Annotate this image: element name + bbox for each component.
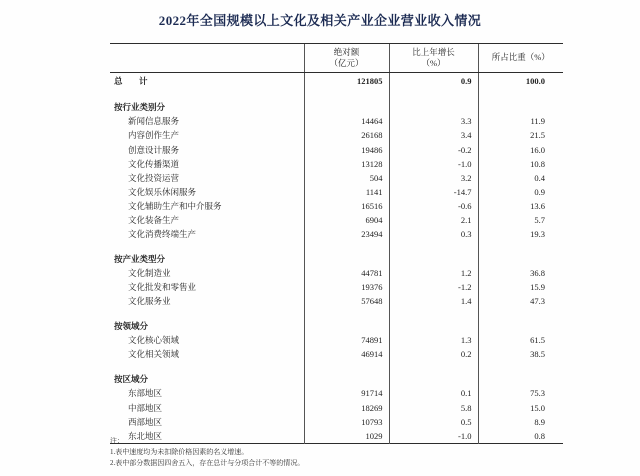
spacer-cell xyxy=(478,361,563,368)
row-growth-value: -14.7 xyxy=(389,185,478,199)
row-growth-value: 0.2 xyxy=(389,347,478,361)
row-share-value: 15.0 xyxy=(530,402,545,413)
column-header-label xyxy=(110,44,304,73)
row-growth-value: 0.5 xyxy=(389,415,478,429)
row-share-value xyxy=(478,368,563,386)
spacer-cell xyxy=(304,241,389,248)
row-absolute-value: 16516 xyxy=(304,199,389,213)
row-share-value: 19.3 xyxy=(530,228,545,239)
table-spacer-row xyxy=(110,89,563,96)
row-absolute-value: 74891 xyxy=(304,333,389,347)
row-growth-value: 1.4 xyxy=(389,294,478,308)
row-absolute-value: 44781 xyxy=(304,266,389,280)
spacer-cell xyxy=(304,89,389,96)
row-absolute-value xyxy=(304,368,389,386)
table-row xyxy=(110,415,563,429)
page-title: 2022年全国规模以上文化及相关产业企业营业收入情况 xyxy=(158,13,482,28)
row-share-value: 0.4 xyxy=(534,172,545,183)
row-growth-value xyxy=(389,315,478,333)
spacer-cell xyxy=(389,241,478,248)
row-label: 文化核心领域 xyxy=(110,333,304,347)
row-growth-value xyxy=(389,248,478,266)
row-absolute-value: 46914 xyxy=(304,347,389,361)
table-section-header xyxy=(110,248,563,266)
spacer-cell xyxy=(478,308,563,315)
row-growth-value: 0.3 xyxy=(389,227,478,241)
row-share-value: 8.9 xyxy=(534,416,545,427)
row-label: 文化消费终端生产 xyxy=(110,227,304,241)
footnotes-heading: 注： xyxy=(110,437,124,445)
total-row-label: 总 计 xyxy=(110,73,304,90)
row-label: 文化辅助生产和中介服务 xyxy=(110,199,304,213)
row-growth-value: 3.4 xyxy=(389,128,478,142)
row-share-value: 10.8 xyxy=(530,158,545,169)
row-share-value: 15.9 xyxy=(530,282,545,293)
row-share-value xyxy=(478,96,563,114)
row-label: 文化投资运营 xyxy=(110,171,304,185)
table-body xyxy=(110,73,563,444)
row-label: 文化制造业 xyxy=(110,266,304,280)
row-absolute-value: 19376 xyxy=(304,280,389,294)
spacer-cell xyxy=(110,241,304,248)
row-growth-value: -0.6 xyxy=(389,199,478,213)
column-header-share: 所占比重（%） xyxy=(478,44,563,73)
row-growth-value xyxy=(389,368,478,386)
row-absolute-value: 121805 xyxy=(304,73,389,90)
row-label: 东部地区 xyxy=(110,386,304,400)
row-growth-value: -0.2 xyxy=(389,143,478,157)
row-share-value: 36.8 xyxy=(530,268,545,278)
table-row xyxy=(110,185,563,199)
spacer-cell xyxy=(304,361,389,368)
row-label: 创意设计服务 xyxy=(110,143,304,157)
row-growth-value: 1.3 xyxy=(389,333,478,347)
column-header-absolute xyxy=(304,44,389,73)
spacer-cell xyxy=(110,308,304,315)
row-share-value: 38.5 xyxy=(530,349,545,360)
table-section-header xyxy=(110,368,563,386)
row-label: 文化相关领域 xyxy=(110,347,304,361)
table-row xyxy=(110,347,563,361)
row-label: 文化娱乐休闲服务 xyxy=(110,185,304,199)
row-absolute-value: 18269 xyxy=(304,401,389,415)
spacer-cell xyxy=(110,361,304,368)
row-absolute-value: 6904 xyxy=(304,213,389,227)
row-label: 文化服务业 xyxy=(110,294,304,308)
spacer-cell xyxy=(389,308,478,315)
row-share-value: 11.9 xyxy=(530,116,545,127)
footnote-line-2: 2.表中部分数据因四舍五入，存在总计与分项合计不等的情况。 xyxy=(110,458,305,467)
row-absolute-value: 23494 xyxy=(304,227,389,241)
table-row xyxy=(110,280,563,294)
table-spacer-row xyxy=(110,241,563,248)
table-row xyxy=(110,143,563,157)
row-growth-value: 0.1 xyxy=(389,386,478,400)
row-absolute-value: 1029 xyxy=(304,429,389,444)
row-absolute-value xyxy=(304,248,389,266)
table-row xyxy=(110,227,563,241)
row-absolute-value: 26168 xyxy=(304,128,389,142)
row-growth-value: -1.2 xyxy=(389,280,478,294)
table-header xyxy=(110,44,563,73)
spacer-cell xyxy=(110,89,304,96)
section-title: 按区域分 xyxy=(110,368,304,386)
row-growth-value xyxy=(389,96,478,114)
footnotes xyxy=(110,436,304,469)
table-row xyxy=(110,213,563,227)
column-header-absolute-line1: 绝对额 xyxy=(333,47,360,57)
row-growth-value: 2.1 xyxy=(389,213,478,227)
row-share-value: 100.0 xyxy=(525,76,545,87)
table-spacer-row xyxy=(110,361,563,368)
column-header-growth xyxy=(389,44,478,73)
row-growth-value: 5.8 xyxy=(389,401,478,415)
row-absolute-value: 91714 xyxy=(304,386,389,400)
column-header-growth-line1: 比上年增长 xyxy=(412,47,455,57)
row-label: 文化批发和零售业 xyxy=(110,280,304,294)
row-absolute-value xyxy=(304,96,389,114)
row-share-value: 0.9 xyxy=(534,186,545,197)
row-label: 文化传播渠道 xyxy=(110,157,304,171)
footnote-line-1: 1.表中速度均为未扣除价格因素的名义增速。 xyxy=(110,447,249,456)
table-section-header xyxy=(110,96,563,114)
row-growth-value: 3.3 xyxy=(389,114,478,128)
table-row-total xyxy=(110,73,563,90)
row-growth-value: -1.0 xyxy=(389,429,478,444)
row-share-value: 13.6 xyxy=(530,200,545,211)
column-header-absolute-line2: （亿元） xyxy=(329,57,364,68)
table-row xyxy=(110,266,563,280)
row-share-value xyxy=(478,248,563,266)
table-row xyxy=(110,199,563,213)
row-absolute-value: 1141 xyxy=(304,185,389,199)
table-row xyxy=(110,294,563,308)
table-row xyxy=(110,333,563,347)
row-share-value: 0.8 xyxy=(534,430,545,441)
row-absolute-value: 57648 xyxy=(304,294,389,308)
row-absolute-value: 13128 xyxy=(304,157,389,171)
section-title: 按产业类型分 xyxy=(110,248,304,266)
statistics-table xyxy=(110,43,563,444)
column-header-growth-line2: （%） xyxy=(421,57,446,68)
table-row xyxy=(110,171,563,185)
table-row xyxy=(110,401,563,415)
table-row xyxy=(110,386,563,400)
row-share-value: 16.0 xyxy=(530,144,545,155)
row-absolute-value: 10793 xyxy=(304,415,389,429)
row-absolute-value xyxy=(304,315,389,333)
section-title: 按行业类别分 xyxy=(110,96,304,114)
table-spacer-row xyxy=(110,308,563,315)
statistics-table-container xyxy=(110,43,563,444)
spacer-cell xyxy=(304,308,389,315)
row-absolute-value: 504 xyxy=(304,171,389,185)
row-absolute-value: 14464 xyxy=(304,114,389,128)
row-label: 内容创作生产 xyxy=(110,128,304,142)
row-share-value xyxy=(478,315,563,333)
table-row xyxy=(110,128,563,142)
row-label: 中部地区 xyxy=(110,401,304,415)
row-label: 东北地区 xyxy=(110,429,304,444)
row-share-value: 75.3 xyxy=(530,388,545,399)
row-share-value: 5.7 xyxy=(534,214,545,225)
spacer-cell xyxy=(389,89,478,96)
spacer-cell xyxy=(389,361,478,368)
table-row xyxy=(110,157,563,171)
row-growth-value: 0.9 xyxy=(389,73,478,90)
table-header-row xyxy=(110,44,563,73)
row-growth-value: 1.2 xyxy=(389,266,478,280)
table-section-header xyxy=(110,315,563,333)
section-title: 按领域分 xyxy=(110,315,304,333)
row-label: 西部地区 xyxy=(110,415,304,429)
spacer-cell xyxy=(478,241,563,248)
row-share-value: 61.5 xyxy=(530,335,545,346)
row-label: 文化装备生产 xyxy=(110,213,304,227)
row-label: 新闻信息服务 xyxy=(110,114,304,128)
table-row xyxy=(110,114,563,128)
row-growth-value: -1.0 xyxy=(389,157,478,171)
spacer-cell xyxy=(478,89,563,96)
row-share-value: 21.5 xyxy=(530,130,545,141)
row-share-value: 47.3 xyxy=(530,296,545,307)
row-absolute-value: 19486 xyxy=(304,143,389,157)
row-growth-value: 3.2 xyxy=(389,171,478,185)
